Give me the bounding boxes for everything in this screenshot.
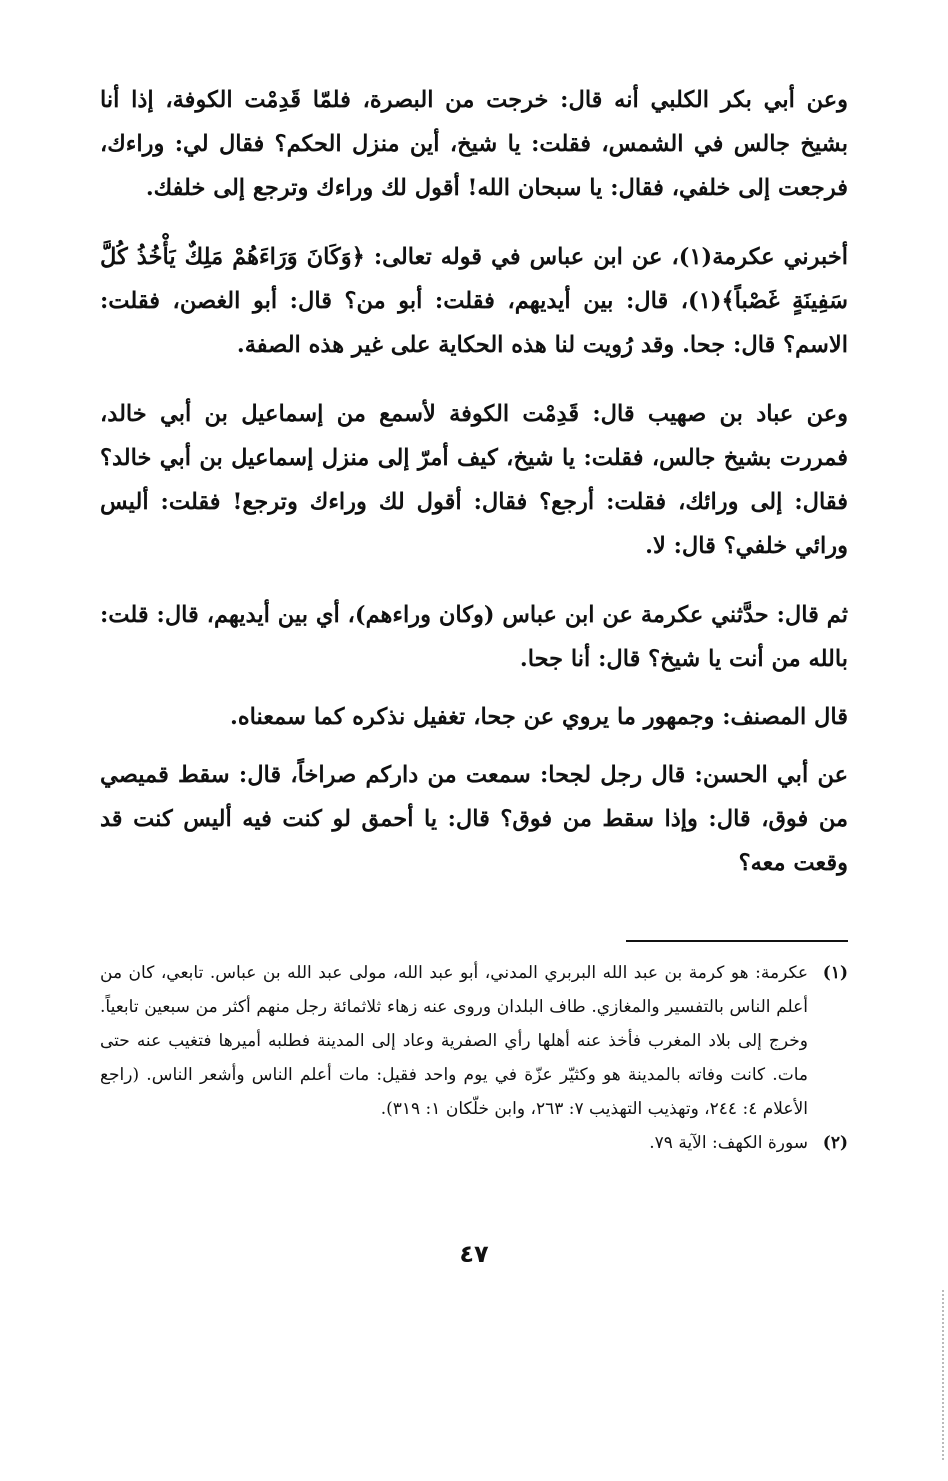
footnote-text: سورة الكهف: الآية ٧٩. xyxy=(649,1133,808,1153)
footnote-2 xyxy=(100,1126,848,1160)
paragraph-abbad-bin-suhaib: وعن عباد بن صهيب قال: قَدِمْت الكوفة لأسمع من إسماعيل بن أبي خالد، فمررت بشيخ جالس، فقلت: يا شيخ، كيف أمرّ إلى منزل إسماعيل بن أبي خالد؟ فقال: إلى ورائك، فقلت: أرجع؟ فقال: أقول لك وراءك وترجع! فقلت: أليس ورائي خلفي؟ قال: لا. xyxy=(100,401,848,559)
footnote-1 xyxy=(100,956,848,1126)
paragraph-abu-bakr-kalbi: وعن أبي بكر الكلبي أنه قال: خرجت من البصرة، فلمّا قَدِمْت الكوفة، إذا أنا بشيخ جالس في الشمس، فقلت: يا شيخ، أين منزل الحكم؟ فقال لي: وراءك، فرجعت إلى خلفي، فقال: يا سبحان الله! أقول لك وراءك وترجع إلى خلفك. xyxy=(100,87,848,201)
footnote-number: (١) xyxy=(822,963,848,983)
page-number: ٤٧ xyxy=(459,1240,489,1268)
main-text xyxy=(100,78,848,910)
footnote-text: عكرمة: هو كرمة بن عبد الله البربري المدني، أبو عبد الله، مولى عبد الله بن عباس. تابعي، كان من أعلم الناس بالتفسير والمغازي. طاف البلدان وروى عنه زهاء ثلاثمائة رجل منهم أكثر من سبعين تابعياً. وخرج إلى بلاد المغرب فأخذ عنه أهلها رأي الصفرية وعاد إلى المدينة فطلبه أميرها فتغيب عنه حتى مات. كانت وفاته بالمدينة هو وكثيّر عزّة في يوم واحد فقيل: مات أعلم الناس وأشعر الناس. (راجع الأعلام ٤: ٢٤٤، وتهذيب التهذيب ٧: ٢٦٣، وابن خلّكان ١: ٣١٩). xyxy=(100,963,809,1119)
paragraph-then-he-said: ثم قال: حدَّثني عكرمة عن ابن عباس (وكان وراءهم)، أي بين أيديهم، قال: قلت: بالله من أنت يا شيخ؟ قال: أنا جحا. xyxy=(100,602,848,672)
scan-edge-mark xyxy=(939,1290,944,1460)
paragraph-author-note: قال المصنف: وجمهور ما يروي عن جحا، تغفيل نذكره كما سمعناه. xyxy=(230,704,848,730)
footnote-number: (٢) xyxy=(822,1133,848,1153)
footnotes-section xyxy=(100,940,848,1160)
footnote-divider xyxy=(626,940,848,942)
paragraph-ikrima: أخبرني عكرمة(١)، عن ابن عباس في قوله تعالى: ﴿وَكَانَ وَرَاءَهُمْ مَلِكٌ يَأْخُذُ كُلَّ سَفِينَةٍ غَصْباً﴾(١)، قال: بين أيديهم، فقلت: أبو من؟ قال: أبو الغصن، فقلت: الاسم؟ قال: جحا. وقد رُويت لنا هذه الحكاية على غير هذه الصفة. xyxy=(100,244,848,358)
paragraph-abu-al-hasan: عن أبي الحسن: قال رجل لجحا: سمعت من داركم صراخاً، قال: سقط قميصي من فوق، قال: وإذا سقط من فوق؟ قال: يا أحمق لو كنت فيه أليس كنت قد وقعت معه؟ xyxy=(100,762,848,876)
